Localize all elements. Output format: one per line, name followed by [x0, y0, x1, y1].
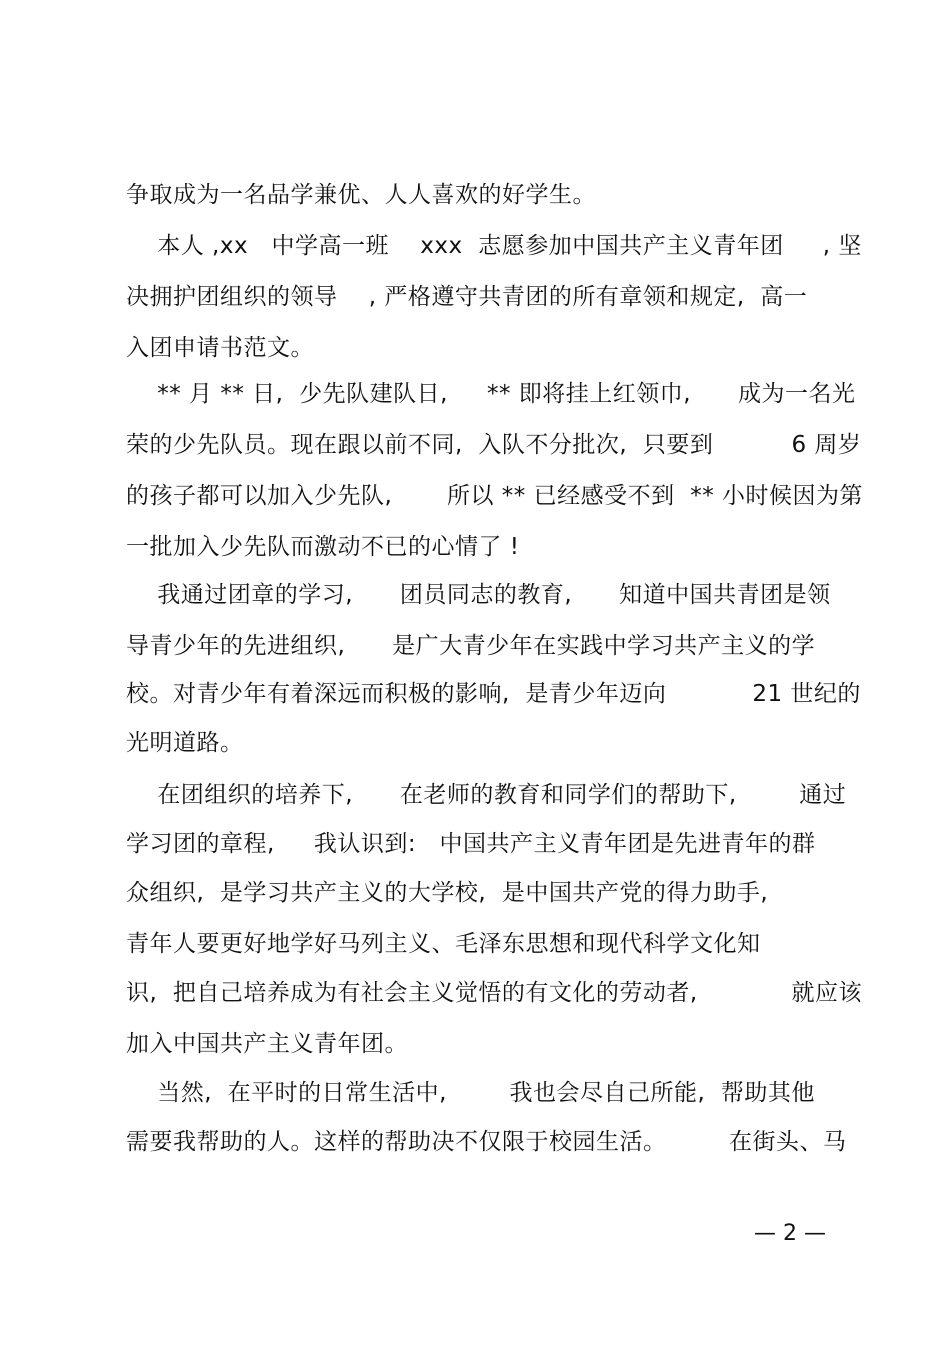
text-line: 的孩子都可以加入少先队, 所以 ** 已经感受不到 ** 小时候因为第: [126, 483, 864, 509]
text-line: ** 月 ** 日, 少先队建队日, ** 即将挂上红领巾, 成为一名光: [126, 381, 856, 407]
text-line: 决拥护团组织的领导 , 严格遵守共青团的所有章领和规定, 高一: [126, 284, 808, 310]
text-line: 青年人要更好地学好马列主义、毛泽东思想和现代科学文化知: [126, 931, 761, 957]
text-line: 导青少年的先进组织, 是广大青少年在实践中学习共产主义的学: [126, 633, 816, 659]
page-number: — 2 —: [754, 1221, 826, 1246]
text-line: 光明道路。: [126, 730, 244, 756]
text-line: 本人 ,xx 中学高一班 xxx 志愿参加中国共产主义青年团 , 坚: [126, 233, 862, 259]
text-line: 众组织, 是学习共产主义的大学校, 是中国共产党的得力助手,: [126, 880, 769, 906]
text-line: 识, 把自己培养成为有社会主义觉悟的有文化的劳动者, 就应该: [126, 980, 862, 1006]
text-line: 入团申请书范文。: [126, 335, 314, 361]
text-line: 在团组织的培养下, 在老师的教育和同学们的帮助下, 通过: [126, 782, 847, 808]
text-line: 学习团的章程, 我认识到: 中国共产主义青年团是先进青年的群: [126, 831, 816, 857]
text-line: 加入中国共产主义青年团。: [126, 1031, 408, 1057]
text-line: 荣的少先队员。现在跟以前不同, 入队不分批次, 只要到 6 周岁: [126, 432, 862, 458]
text-line: 一批加入少先队而激动不已的心情了 !: [126, 534, 520, 560]
text-line: 当然, 在平时的日常生活中, 我也会尽自己所能, 帮助其他: [126, 1080, 815, 1106]
text-line: 需要我帮助的人。这样的帮助决不仅限于校园生活。 在街头、马: [126, 1129, 847, 1155]
text-line: 争取成为一名品学兼优、人人喜欢的好学生。: [126, 182, 596, 208]
text-line: 我通过团章的学习, 团员同志的教育, 知道中国共青团是领: [126, 582, 831, 608]
text-line: 校。对青少年有着深远而积极的影响, 是青少年迈向 21 世纪的: [126, 681, 861, 707]
